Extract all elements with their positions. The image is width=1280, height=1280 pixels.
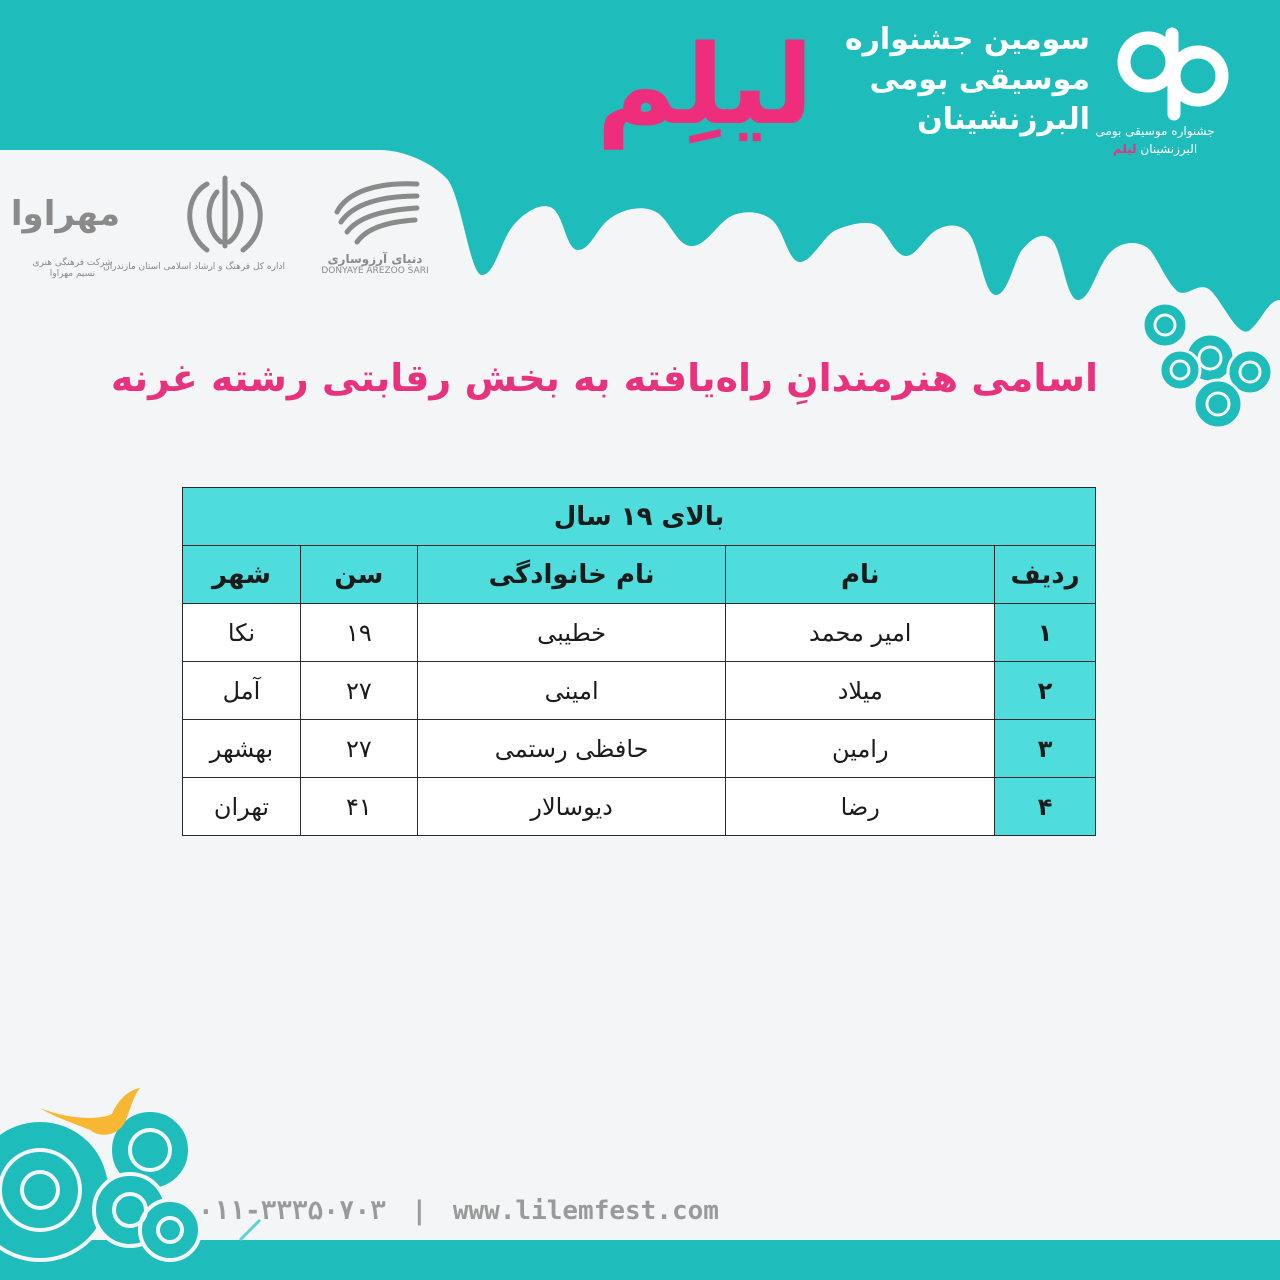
row-family: امینی (417, 662, 726, 720)
row-name: رامین (726, 720, 995, 778)
logo-caption: جشنواره موسیقی بومی (1095, 124, 1215, 138)
footer-separator: | (411, 1196, 428, 1226)
row-city: تهران (183, 778, 301, 836)
row-index: ۳ (995, 720, 1096, 778)
donyaye-arezoo-icon (327, 172, 423, 252)
row-age: ۴۱ (300, 778, 417, 836)
row-index: ۲ (995, 662, 1096, 720)
partner-logo-ershad (103, 172, 285, 272)
table-caption: بالای ۱۹ سال (183, 488, 1096, 546)
partner-mehrava-caption: شرکت فرهنگی هنری نسیم مهراوا (32, 258, 113, 279)
footer-decoration (0, 1080, 1280, 1280)
festival-logo-icon (1108, 14, 1238, 124)
table-row (183, 778, 1096, 836)
row-index: ۴ (995, 778, 1096, 836)
festival-title-line-2: موسیقی بومی (869, 62, 1090, 97)
partner-donyaye-name: دنیای آرزوساری (327, 252, 423, 266)
logo-caption-prefix: البرزنشینان (1140, 142, 1198, 156)
row-name: امیر محمد (726, 604, 995, 662)
logo-caption-brand-name: لیلم (1112, 142, 1137, 156)
footer-phone: ۰۱۱-۳۳۳۵۰۷۰۳ (198, 1196, 386, 1226)
partner-logo-donyaye-arezoo (320, 172, 430, 276)
row-index: ۱ (995, 604, 1096, 662)
footer-website-link[interactable]: www.lilemfest.com (452, 1196, 719, 1226)
page-title: اسامی هنرمندانِ راه‌یافته به بخش رقابتی رشته غرنه (110, 356, 1098, 400)
festival-title-line-1: سومین جشنواره (844, 22, 1090, 57)
table-row (183, 662, 1096, 720)
table-row (183, 604, 1096, 662)
logo-caption-brand (1080, 142, 1230, 156)
table-caption-row (183, 488, 1096, 546)
row-name: رضا (726, 778, 995, 836)
row-name: میلاد (726, 662, 995, 720)
partner-logo-mehrava (10, 170, 120, 280)
column-header-family: نام خانوادگی (417, 546, 726, 604)
footer-contact (198, 1196, 719, 1226)
row-family: خطیبی (417, 604, 726, 662)
partner-donyaye-latin: DONYAYE AREZOO SARI (321, 266, 429, 276)
column-header-age: سن (300, 546, 417, 604)
row-city: نکا (183, 604, 301, 662)
partner-mehrava-name: مهراوا (10, 194, 120, 234)
table-row (183, 720, 1096, 778)
row-city: بهشهر (183, 720, 301, 778)
row-age: ۲۷ (300, 720, 417, 778)
row-family: حافظی رستمی (417, 720, 726, 778)
column-header-name: نام (726, 546, 995, 604)
brand-wordmark: لیلِم (596, 21, 814, 149)
row-age: ۲۷ (300, 662, 417, 720)
partner-ershad-caption: اداره کل فرهنگ و ارشاد اسلامی استان مازندران (103, 262, 285, 272)
row-age: ۱۹ (300, 604, 417, 662)
column-header-index: ردیف (995, 546, 1096, 604)
table-header-row (183, 546, 1096, 604)
iran-emblem-icon (177, 172, 273, 262)
row-city: آمل (183, 662, 301, 720)
row-family: دیوسالار (417, 778, 726, 836)
results-table (182, 487, 1096, 836)
column-header-city: شهر (183, 546, 301, 604)
festival-title-line-3: البرزنشینان (917, 102, 1090, 137)
